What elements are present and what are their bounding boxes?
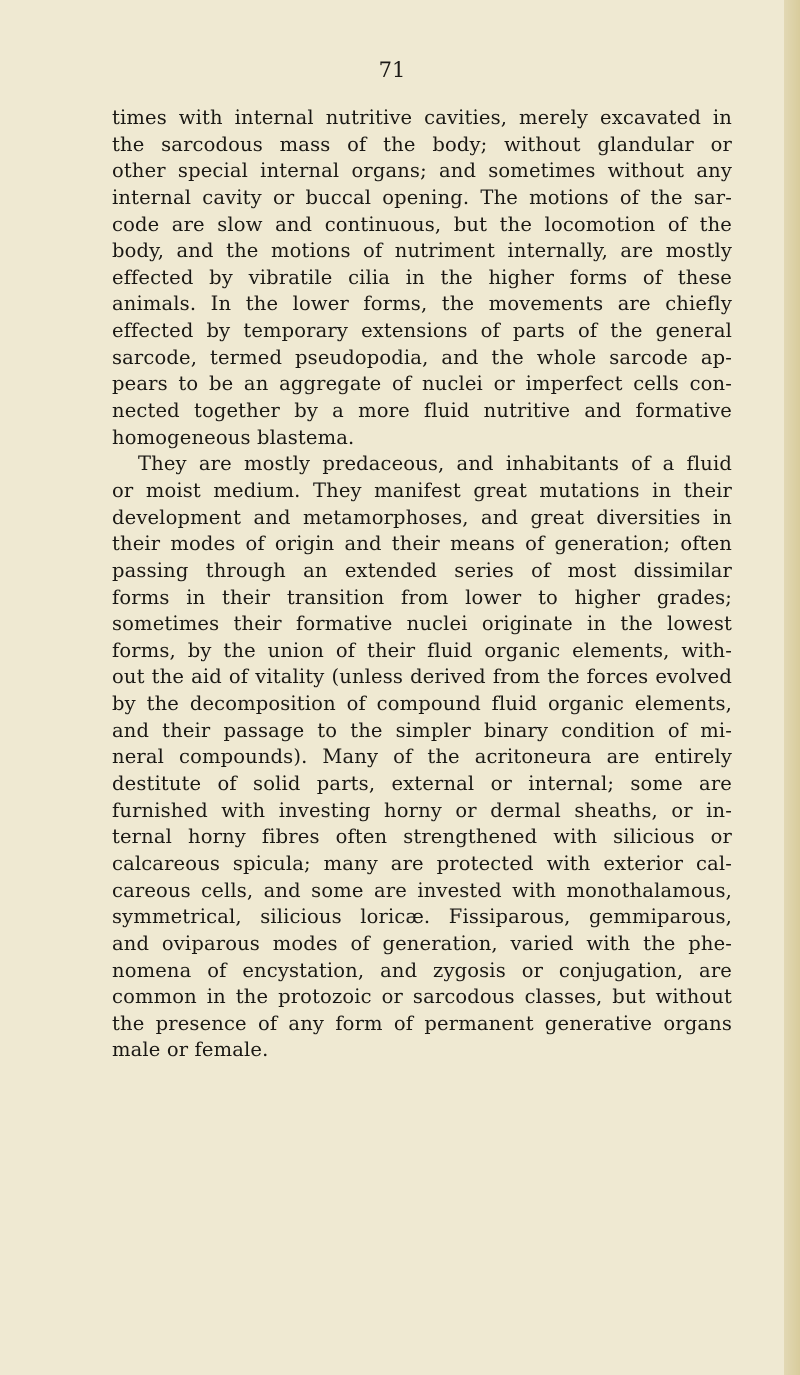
text-line: sarcode, termed pseudopodia, and the whole sarcode ap- — [112, 345, 732, 369]
text-line: calcareous spicula; many are protected with exterior cal- — [112, 851, 732, 875]
text-line: effected by temporary extensions of parts of the general — [112, 319, 732, 343]
body-text — [112, 105, 732, 1064]
text-line: careous cells, and some are invested with monothalamous, — [112, 878, 732, 902]
text-line: development and metamorphoses, and great diversities in — [112, 505, 732, 529]
text-line: their modes of origin and their means of generation; often — [112, 532, 732, 556]
text-line: the presence of any form of permanent generative organs — [112, 1011, 732, 1035]
text-line: furnished with investing horny or dermal sheaths, or in- — [112, 798, 732, 822]
text-line: pears to be an aggregate of nuclei or imperfect cells con- — [112, 372, 732, 396]
text-line: symmetrical, silicious loricæ. Fissiparous, gemmiparous, — [112, 905, 732, 929]
text-line: ternal horny fibres often strengthened with silicious or — [112, 825, 732, 849]
text-line: code are slow and continuous, but the locomotion of the — [112, 212, 732, 236]
text-line: homogeneous blastema. — [112, 425, 355, 449]
text-line: out the aid of vitality (unless derived from the forces evolved — [112, 665, 732, 689]
text-line: male or female. — [112, 1038, 269, 1062]
text-line: or moist medium. They manifest great mutations in their — [112, 478, 732, 502]
text-line: forms, by the union of their fluid organic elements, with- — [112, 638, 732, 662]
text-line: other special internal organs; and sometimes without any — [112, 159, 732, 183]
text-line: body, and the motions of nutriment internally, are mostly — [112, 239, 732, 263]
paragraph-first-line: They are mostly predaceous, and inhabitants of a fluid — [138, 452, 732, 476]
text-line: passing through an extended series of most dissimilar — [112, 558, 732, 582]
text-line: neral compounds). Many of the acritoneura are entirely — [112, 745, 732, 769]
text-line: destitute of solid parts, external or internal; some are — [112, 772, 732, 796]
text-line: internal cavity or buccal opening. The motions of the sar- — [112, 185, 732, 209]
text-line: common in the protozoic or sarcodous classes, but without — [112, 985, 732, 1009]
page-number: 71 — [378, 58, 406, 82]
page-edge — [784, 0, 800, 1375]
text-line: and oviparous modes of generation, varied with the phe- — [112, 931, 732, 955]
text-line: sometimes their formative nuclei originate in the lowest — [112, 612, 732, 636]
text-line: the sarcodous mass of the body; without glandular or — [112, 132, 732, 156]
text-line: effected by vibratile cilia in the higher forms of these — [112, 265, 732, 289]
text-line: by the decomposition of compound fluid organic elements, — [112, 692, 732, 716]
text-line: times with internal nutritive cavities, merely excavated in — [112, 106, 732, 129]
text-line: animals. In the lower forms, the movements are chiefly — [112, 292, 732, 316]
text-line: and their passage to the simpler binary condition of mi- — [112, 718, 732, 742]
text-line: forms in their transition from lower to higher grades; — [112, 585, 732, 609]
text-line: nomena of encystation, and zygosis or conjugation, are — [112, 958, 732, 982]
text-line: nected together by a more fluid nutritive and formative — [112, 399, 732, 423]
